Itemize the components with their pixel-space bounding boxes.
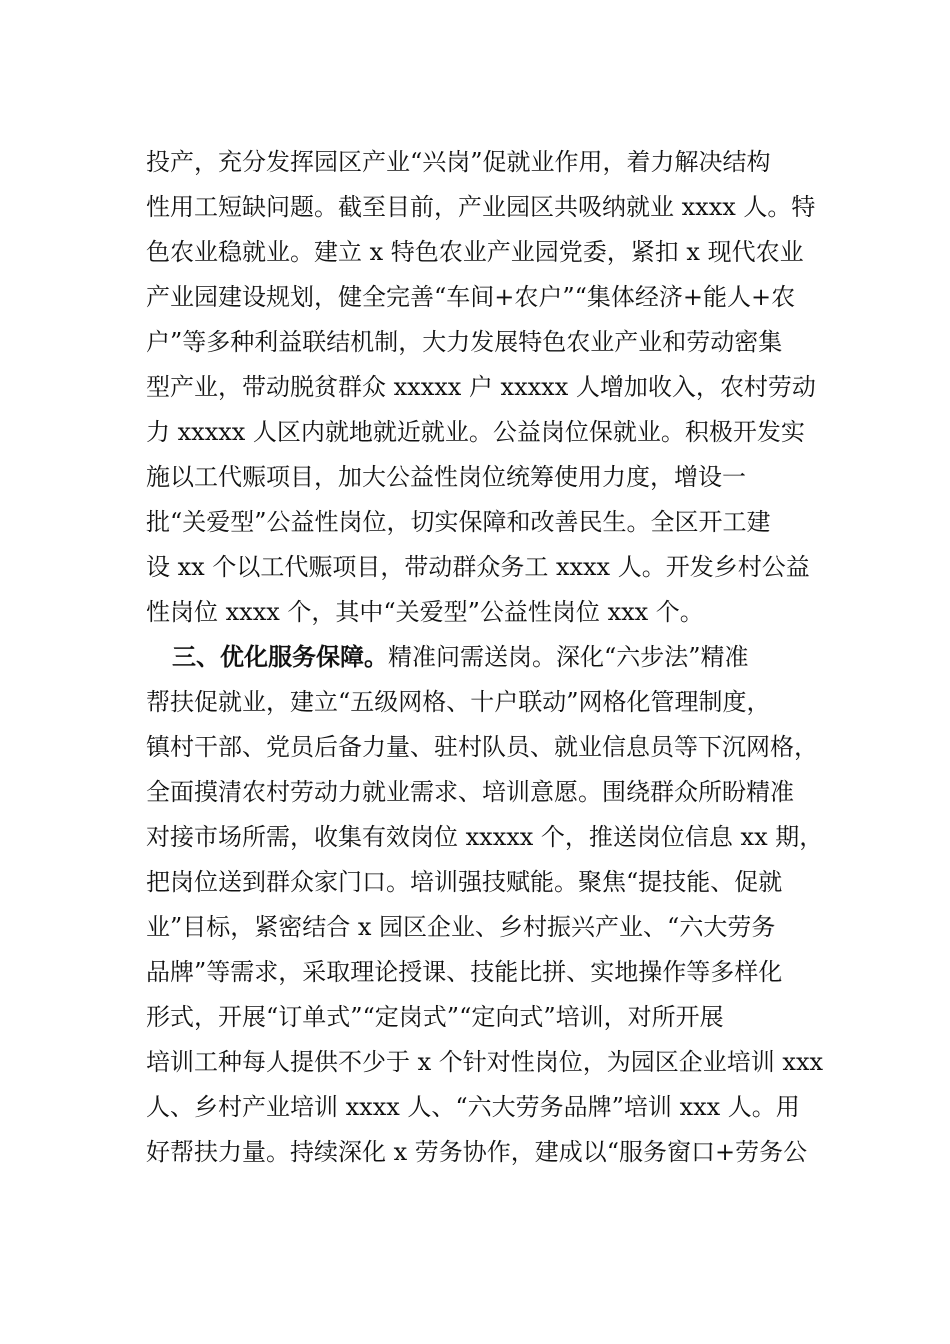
paragraph-line: 色农业稳就业。建立 x 特色农业产业园党委，紧扣 x 现代农业 — [146, 238, 804, 266]
paragraph-line: 全面摸清农村劳动力就业需求、培训意愿。围绕群众所盼精准 — [146, 778, 794, 806]
paragraph-line: 把岗位送到群众家门口。培训强技赋能。聚焦“提技能、促就 — [146, 868, 783, 896]
paragraph-line: 业”目标，紧密结合 x 园区企业、乡村振兴产业、“六大劳务 — [146, 913, 776, 941]
paragraph-line: 培训工种每人提供不少于 x 个针对性岗位，为园区企业培训 xxx — [146, 1048, 824, 1076]
paragraph-line: 投产，充分发挥园区产业“兴岗”促就业作用，着力解决结构 — [146, 148, 771, 176]
paragraph-line: 形式，开展“订单式”“定岗式”“定向式”培训，对所开展 — [146, 1003, 724, 1031]
paragraph-line: 人、乡村产业培训 xxxx 人、“六大劳务品牌”培训 xxx 人。用 — [146, 1093, 800, 1121]
paragraph-line: 设 xx 个以工代赈项目，带动群众务工 xxxx 人。开发乡村公益 — [146, 553, 810, 581]
paragraph-line: 性岗位 xxxx 个，其中“关爱型”公益性岗位 xxx 个。 — [146, 598, 704, 626]
paragraph-line: 镇村干部、党员后备力量、驻村队员、就业信息员等下沉网格， — [146, 733, 818, 761]
paragraph-line: 对接市场所需，收集有效岗位 xxxxx 个，推送岗位信息 xx 期， — [146, 823, 824, 851]
paragraph-line: 品牌”等需求，采取理论授课、技能比拼、实地操作等多样化 — [146, 958, 783, 986]
paragraph-line: 批“关爱型”公益性岗位，切实保障和改善民生。全区开工建 — [146, 508, 771, 536]
paragraph-line: 施以工代赈项目，加大公益性岗位统筹使用力度，增设一 — [146, 463, 746, 491]
paragraph-line: 性用工短缺问题。截至目前，产业园区共吸纳就业 xxxx 人。特 — [146, 193, 816, 221]
paragraph-line: 户”等多种利益联结机制，大力发展特色农业产业和劳动密集 — [146, 328, 783, 356]
section-heading-continuation: 精准问需送岗。深化“六步法”精准 — [388, 643, 749, 671]
section-heading-line — [172, 635, 826, 679]
paragraph-line: 型产业，带动脱贫群众 xxxxx 户 xxxxx 人增加收入，农村劳动 — [146, 373, 816, 401]
paragraph-line: 帮扶促就业，建立“五级网格、十户联动”网格化管理制度， — [146, 688, 771, 716]
paragraph-line: 力 xxxxx 人区内就地就近就业。公益岗位保就业。积极开发实 — [146, 418, 805, 446]
paragraph-line: 产业园建设规划，健全完善“车间+农户”“集体经济+能人+农 — [146, 283, 796, 311]
paragraph-line: 好帮扶力量。持续深化 x 劳务协作，建成以“服务窗口+劳务公 — [146, 1138, 808, 1166]
section-heading: 三、优化服务保障。 — [172, 642, 388, 671]
